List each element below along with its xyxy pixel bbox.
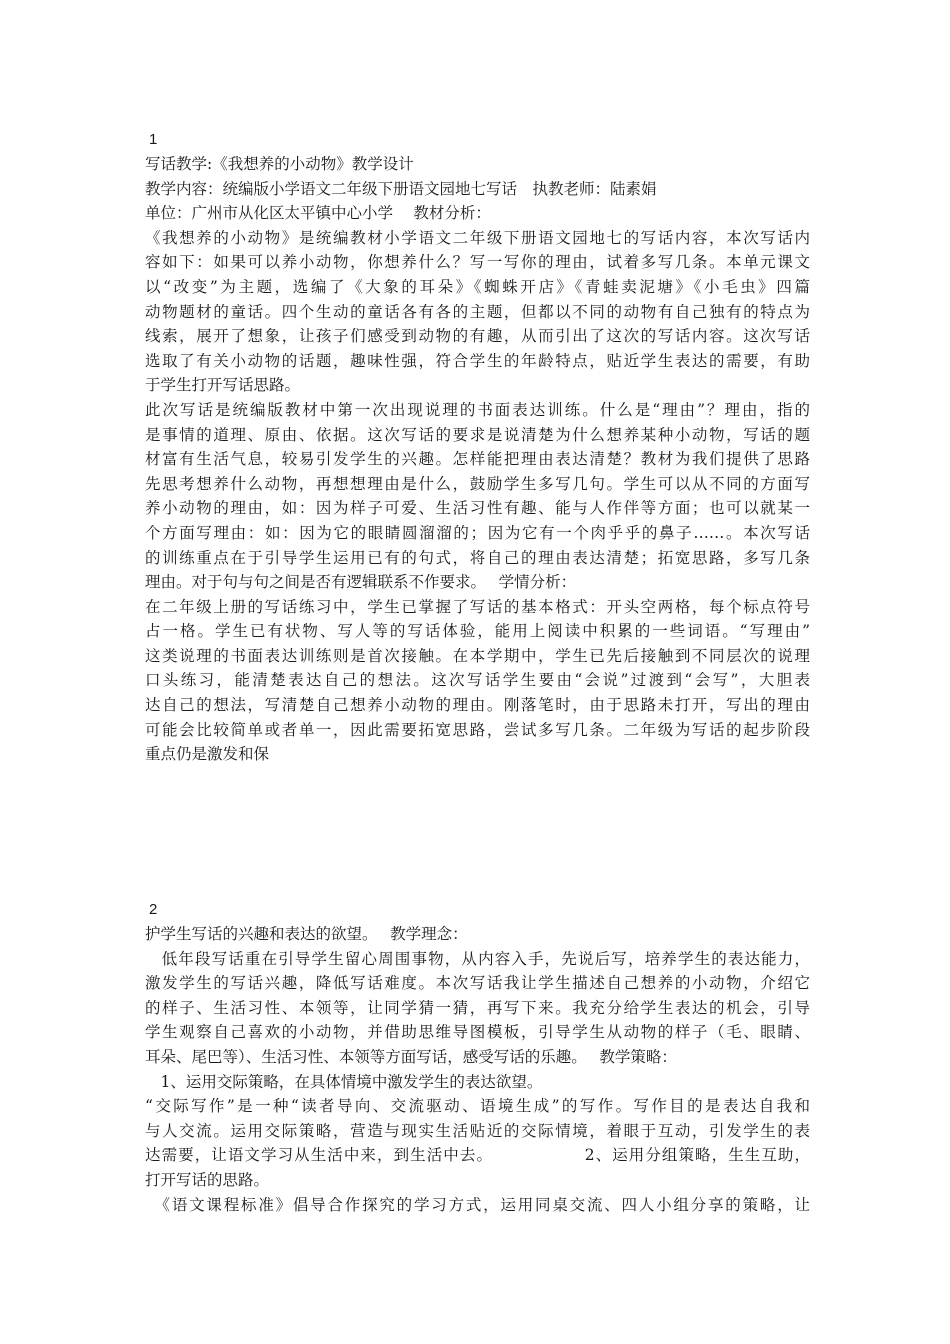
text-line: 的训练重点在于引导学生运用已有的句式，将自己的理由表达清楚；拓宽思路，多写几条 — [145, 548, 810, 567]
text-line: 《语文课程标准》倡导合作探究的学习方式，运用同桌交流、四人小组分享的策略，让 — [145, 1195, 810, 1214]
text-line: 学生观察自己喜欢的小动物，并借助思维导图模板，引导学生从动物的样子（毛、眼睛、 — [145, 1023, 810, 1042]
text-line: 与人交流。运用交际策略，营造与现实生活贴近的交际情境，着眼于互动，引发学生的表 — [145, 1121, 810, 1140]
text-line: 动物题材的童话。四个生动的童话各有各的主题，但都以不同的动物有自己独有的特点为 — [145, 302, 810, 321]
text-line: 是事情的道理、原由、依据。这次写话的要求是说清楚为什么想养某种小动物，写话的题 — [145, 425, 810, 444]
text-line: 线索，展开了想象，让孩子们感受到动物的有趣，从而引出了这次的写话内容。这次写话 — [145, 327, 810, 346]
text-line: 选取了有关小动物的话题，趣味性强，符合学生的年龄特点，贴近学生表达的需要，有助 — [145, 351, 810, 370]
text-line: 教学内容：统编版小学语文二年级下册语文园地七写话 执教老师：陆素娟 — [145, 179, 657, 198]
text-line: “交际写作”是一种“读者导向、交流驱动、语境生成”的写作。写作目的是表达自我和 — [145, 1097, 810, 1116]
text-line: 在二年级上册的写话练习中，学生已掌握了写话的基本格式：开头空两格，每个标点符号 — [145, 597, 810, 616]
text-line: 先思考想养什么动物，再想想理由是什么，鼓励学生多写几句。学生可以从不同的方面写 — [145, 474, 810, 493]
page-number: 1 — [149, 131, 158, 148]
text-line: 打开写话的思路。 — [145, 1170, 270, 1189]
text-line: 激发学生的写话兴趣，降低写话难度。本次写话我让学生描述自己想养的小动物，介绍它 — [145, 974, 810, 993]
text-line: 口头练习，能清楚表达自己的想法。这次写话学生要由“会说”过渡到“会写”，大胆表 — [145, 671, 810, 690]
text-line: 写话教学:《我想养的小动物》教学设计 — [145, 155, 414, 173]
text-line: 于学生打开写话思路。 — [145, 376, 301, 395]
text-line: 单位：广州市从化区太平镇中心小学 教材分析： — [145, 204, 491, 223]
text-line: 的样子、生活习性、本领等，让同学猜一猜，再写下来。我充分给学生表达的机会，引导 — [145, 998, 810, 1017]
text-line: 容如下：如果可以养小动物，你想养什么？写一写你的理由，试着多写几条。本单元课文 — [145, 253, 810, 272]
text-line: 耳朵、尾巴等）、生活习性、本领等方面写话，感受写话的乐趣。 教学策略： — [145, 1047, 677, 1066]
page-2-section — [145, 898, 810, 1217]
text-line: 低年段写话重在引导学生留心周围事物，从内容入手，先说后写，培养学生的表达能力， — [145, 949, 810, 968]
text-line: 以“改变”为主题，选编了《大象的耳朵》《蜘蛛开店》《青蛙卖泥塘》《小毛虫》四篇 — [145, 277, 810, 296]
text-line: 这类说理的书面表达训练则是首次接触。在本学期中，学生已先后接触到不同层次的说理 — [145, 646, 810, 665]
text-line: 个方面写理由：如：因为它的眼睛圆溜溜的；因为它有一个肉乎乎的鼻子……。本次写话 — [145, 523, 810, 542]
text-line: 达需要，让语文学习从生活中来，到生活中去。 2、运用分组策略，生生互助， — [145, 1146, 810, 1165]
text-line: 护学生写话的兴趣和表达的欲望。 教学理念： — [145, 925, 468, 943]
text-line: 此次写话是统编版教材中第一次出现说理的书面表达训练。什么是“理由”？理由，指的 — [145, 400, 810, 419]
text-line: 重点仍是激发和保 — [145, 745, 270, 764]
page-1-section — [145, 128, 810, 767]
text-line: 可能会比较简单或者单一，因此需要拓宽思路，尝试多写几条。二年级为写话的起步阶段 — [145, 720, 810, 739]
page-number: 2 — [149, 901, 158, 918]
text-line: 达自己的想法，写清楚自己想养小动物的理由。刚落笔时，由于思路未打开，写出的理由 — [145, 696, 810, 715]
text-line: 材富有生活气息，较易引发学生的兴趣。怎样能把理由表达清楚？教材为我们提供了思路 — [145, 450, 810, 469]
text-line: 1、运用交际策略，在具体情境中激发学生的表达欲望。 — [145, 1072, 543, 1091]
text-line: 《我想养的小动物》是统编教材小学语文二年级下册语文园地七的写话内容，本次写话内 — [145, 228, 810, 247]
text-line: 养小动物的理由，如：因为样子可爱、生活习性有趣、能与人作伴等方面；也可以就某一 — [145, 499, 810, 518]
text-line: 占一格。学生已有状物、写人等的写话体验，能用上阅读中积累的一些词语。“写理由” — [145, 622, 810, 641]
text-line: 理由。对于句与句之间是否有逻辑联系不作要求。 学情分析： — [145, 573, 577, 592]
